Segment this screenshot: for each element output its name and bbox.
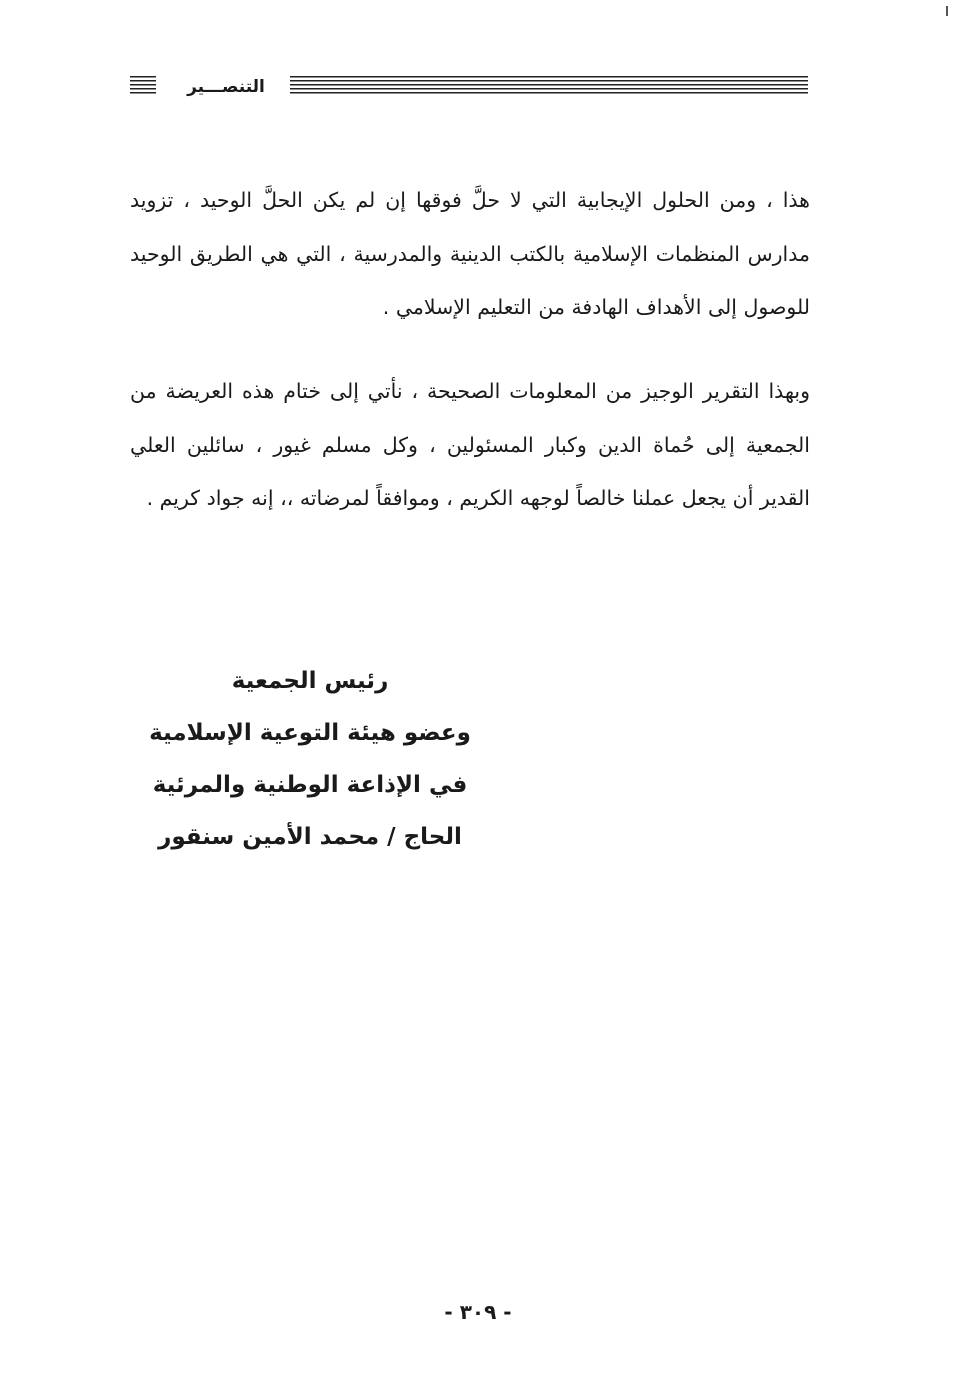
body-paragraph-1: هذا ، ومن الحلول الإيجابية التي لا حلَّ فوقها إن لم يكن الحلَّ الوحيد ، تزويد مدارس المنظمات الإسلامية بالكتب الدينية والمدرسية ، التي هي الطريق الوحيد للوصول إلى الأهداف الهادفة من التعليم الإسلامي . (130, 188, 810, 319)
signature-title: رئيس الجمعية (231, 668, 389, 694)
header-title: التنصـــير (187, 77, 265, 97)
page-number: - ٣٠٩ - (444, 1300, 512, 1324)
signature-role: وعضو هيئة التوعية الإسلامية (149, 720, 471, 746)
signature-block (120, 655, 500, 863)
header-rule-right (290, 76, 808, 96)
running-header (130, 74, 808, 100)
scan-mark (946, 6, 948, 16)
header-rule-left (130, 76, 156, 96)
body-paragraph-2: وبهذا التقرير الوجيز من المعلومات الصحيحة ، نأتي إلى ختام هذه العريضة من الجمعية إلى حُماة الدين وكبار المسئولين ، وكل مسلم غيور ، سائلين العلي القدير أن يجعل عملنا خالصاً لوجهه الكريم ، وموافقاً لمرضاته ،، إنه جواد كريم . (130, 379, 810, 510)
signature-name: الحاج / محمد الأمين سنقور (158, 824, 462, 850)
signature-organization: في الإذاعة الوطنية والمرئية (152, 772, 468, 798)
